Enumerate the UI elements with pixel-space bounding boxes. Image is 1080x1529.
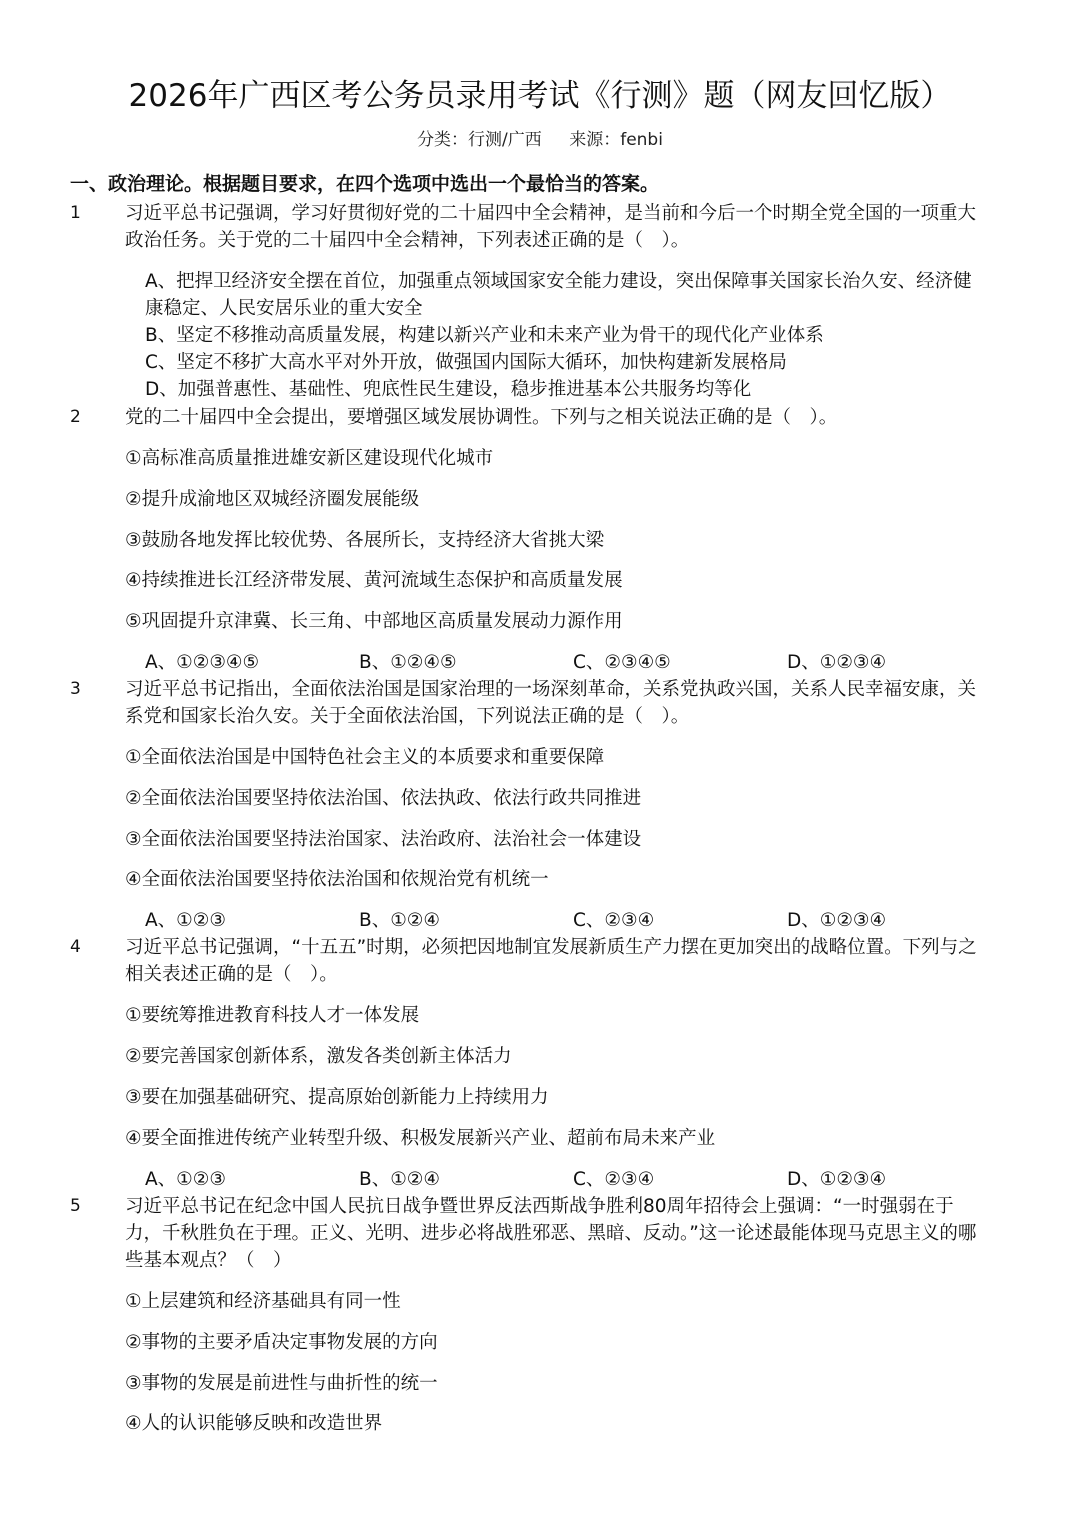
choice-d: D、①②③④ [787, 1169, 887, 1190]
statement-item: ①高标准高质量推进雄安新区建设现代化城市 [125, 448, 494, 469]
option-c: C、坚定不移扩大高水平对外开放，做强国内国际大循环，加快构建新发展格局 [145, 352, 787, 373]
question-number: 5 [70, 1196, 81, 1216]
source-label: 来源：fenbi [569, 130, 663, 150]
question-number: 4 [70, 937, 81, 957]
question-number: 3 [70, 679, 81, 699]
page-title: 2026年广西区考公务员录用考试《行测》题（网友回忆版） [128, 78, 952, 114]
statement-item: ③鼓励各地发挥比较优势、各展所长，支持经济大省挑大梁 [125, 530, 605, 551]
choice-b: B、①②④ [359, 1169, 440, 1190]
option-b: B、坚定不移推动高质量发展，构建以新兴产业和未来产业为骨干的现代化产业体系 [145, 325, 824, 346]
question-stem: 习近平总书记在纪念中国人民抗日战争暨世界反法西斯战争胜利80周年招待会上强调：“一时强弱在于力，千秋胜负在于理。正义、光明、进步必将战胜邪恶、黑暗、反动。”这一论述最能体现马克思主义的哪些基本观点？（ ） [125, 1196, 977, 1271]
choice-a: A、①②③ [145, 1169, 226, 1190]
statement-item: ①上层建筑和经济基础具有同一性 [125, 1291, 401, 1312]
choice-b: B、①②④ [359, 910, 440, 931]
question-number: 2 [70, 407, 81, 427]
choice-c: C、②③④⑤ [573, 652, 671, 673]
statement-item: ①要统筹推进教育科技人才一体发展 [125, 1005, 420, 1026]
meta-line [0, 128, 1080, 152]
question-stem: 习近平总书记强调，学习好贯彻好党的二十届四中全会精神，是当前和今后一个时期全党全国的一项重大政治任务。关于党的二十届四中全会精神，下列表述正确的是（ ）。 [125, 203, 977, 251]
statement-item: ⑤巩固提升京津冀、长三角、中部地区高质量发展动力源作用 [125, 611, 623, 632]
choice-a: A、①②③ [145, 910, 226, 931]
statement-item: ②事物的主要矛盾决定事物发展的方向 [125, 1332, 438, 1353]
option-a: A、把捍卫经济安全摆在首位，加强重点领域国家安全能力建设，突出保障事关国家长治久安、经济健康稳定、人民安居乐业的重大安全 [145, 271, 972, 319]
statement-item: ②要完善国家创新体系，激发各类创新主体活力 [125, 1046, 512, 1067]
choice-d: D、①②③④ [787, 910, 887, 931]
statement-item: ①全面依法治国是中国特色社会主义的本质要求和重要保障 [125, 747, 605, 768]
category-label: 分类：行测/广西 [417, 130, 542, 150]
statement-item: ③事物的发展是前进性与曲折性的统一 [125, 1373, 438, 1394]
statement-item: ④人的认识能够反映和改造世界 [125, 1413, 383, 1434]
choice-c: C、②③④ [573, 910, 655, 931]
question-stem: 习近平总书记强调，“十五五”时期，必须把因地制宜发展新质生产力摆在更加突出的战略位置。下列与之相关表述正确的是（ ）。 [125, 937, 977, 985]
choice-d: D、①②③④ [787, 652, 887, 673]
question-number: 1 [70, 203, 81, 223]
statement-item: ③全面依法治国要坚持法治国家、法治政府、法治社会一体建设 [125, 829, 642, 850]
section-heading: 一、政治理论。根据题目要求，在四个选项中选出一个最恰当的答案。 [70, 173, 660, 195]
option-d: D、加强普惠性、基础性、兜底性民生建设，稳步推进基本公共服务均等化 [145, 379, 752, 400]
question-stem: 习近平总书记指出，全面依法治国是国家治理的一场深刻革命，关系党执政兴国，关系人民幸福安康，关系党和国家长治久安。关于全面依法治国，下列说法正确的是（ ）。 [125, 679, 977, 727]
statement-item: ②全面依法治国要坚持依法治国、依法执政、依法行政共同推进 [125, 788, 642, 809]
question-stem: 党的二十届四中全会提出，要增强区域发展协调性。下列与之相关说法正确的是（ ）。 [125, 407, 838, 428]
statement-item: ④全面依法治国要坚持依法治国和依规治党有机统一 [125, 869, 549, 890]
statement-item: ④要全面推进传统产业转型升级、积极发展新兴产业、超前布局未来产业 [125, 1128, 716, 1149]
statement-item: ④持续推进长江经济带发展、黄河流域生态保护和高质量发展 [125, 570, 623, 591]
statement-item: ③要在加强基础研究、提高原始创新能力上持续用力 [125, 1087, 549, 1108]
statement-item: ②提升成渝地区双城经济圈发展能级 [125, 489, 420, 510]
choice-a: A、①②③④⑤ [145, 652, 260, 673]
choice-c: C、②③④ [573, 1169, 655, 1190]
choice-b: B、①②④⑤ [359, 652, 457, 673]
